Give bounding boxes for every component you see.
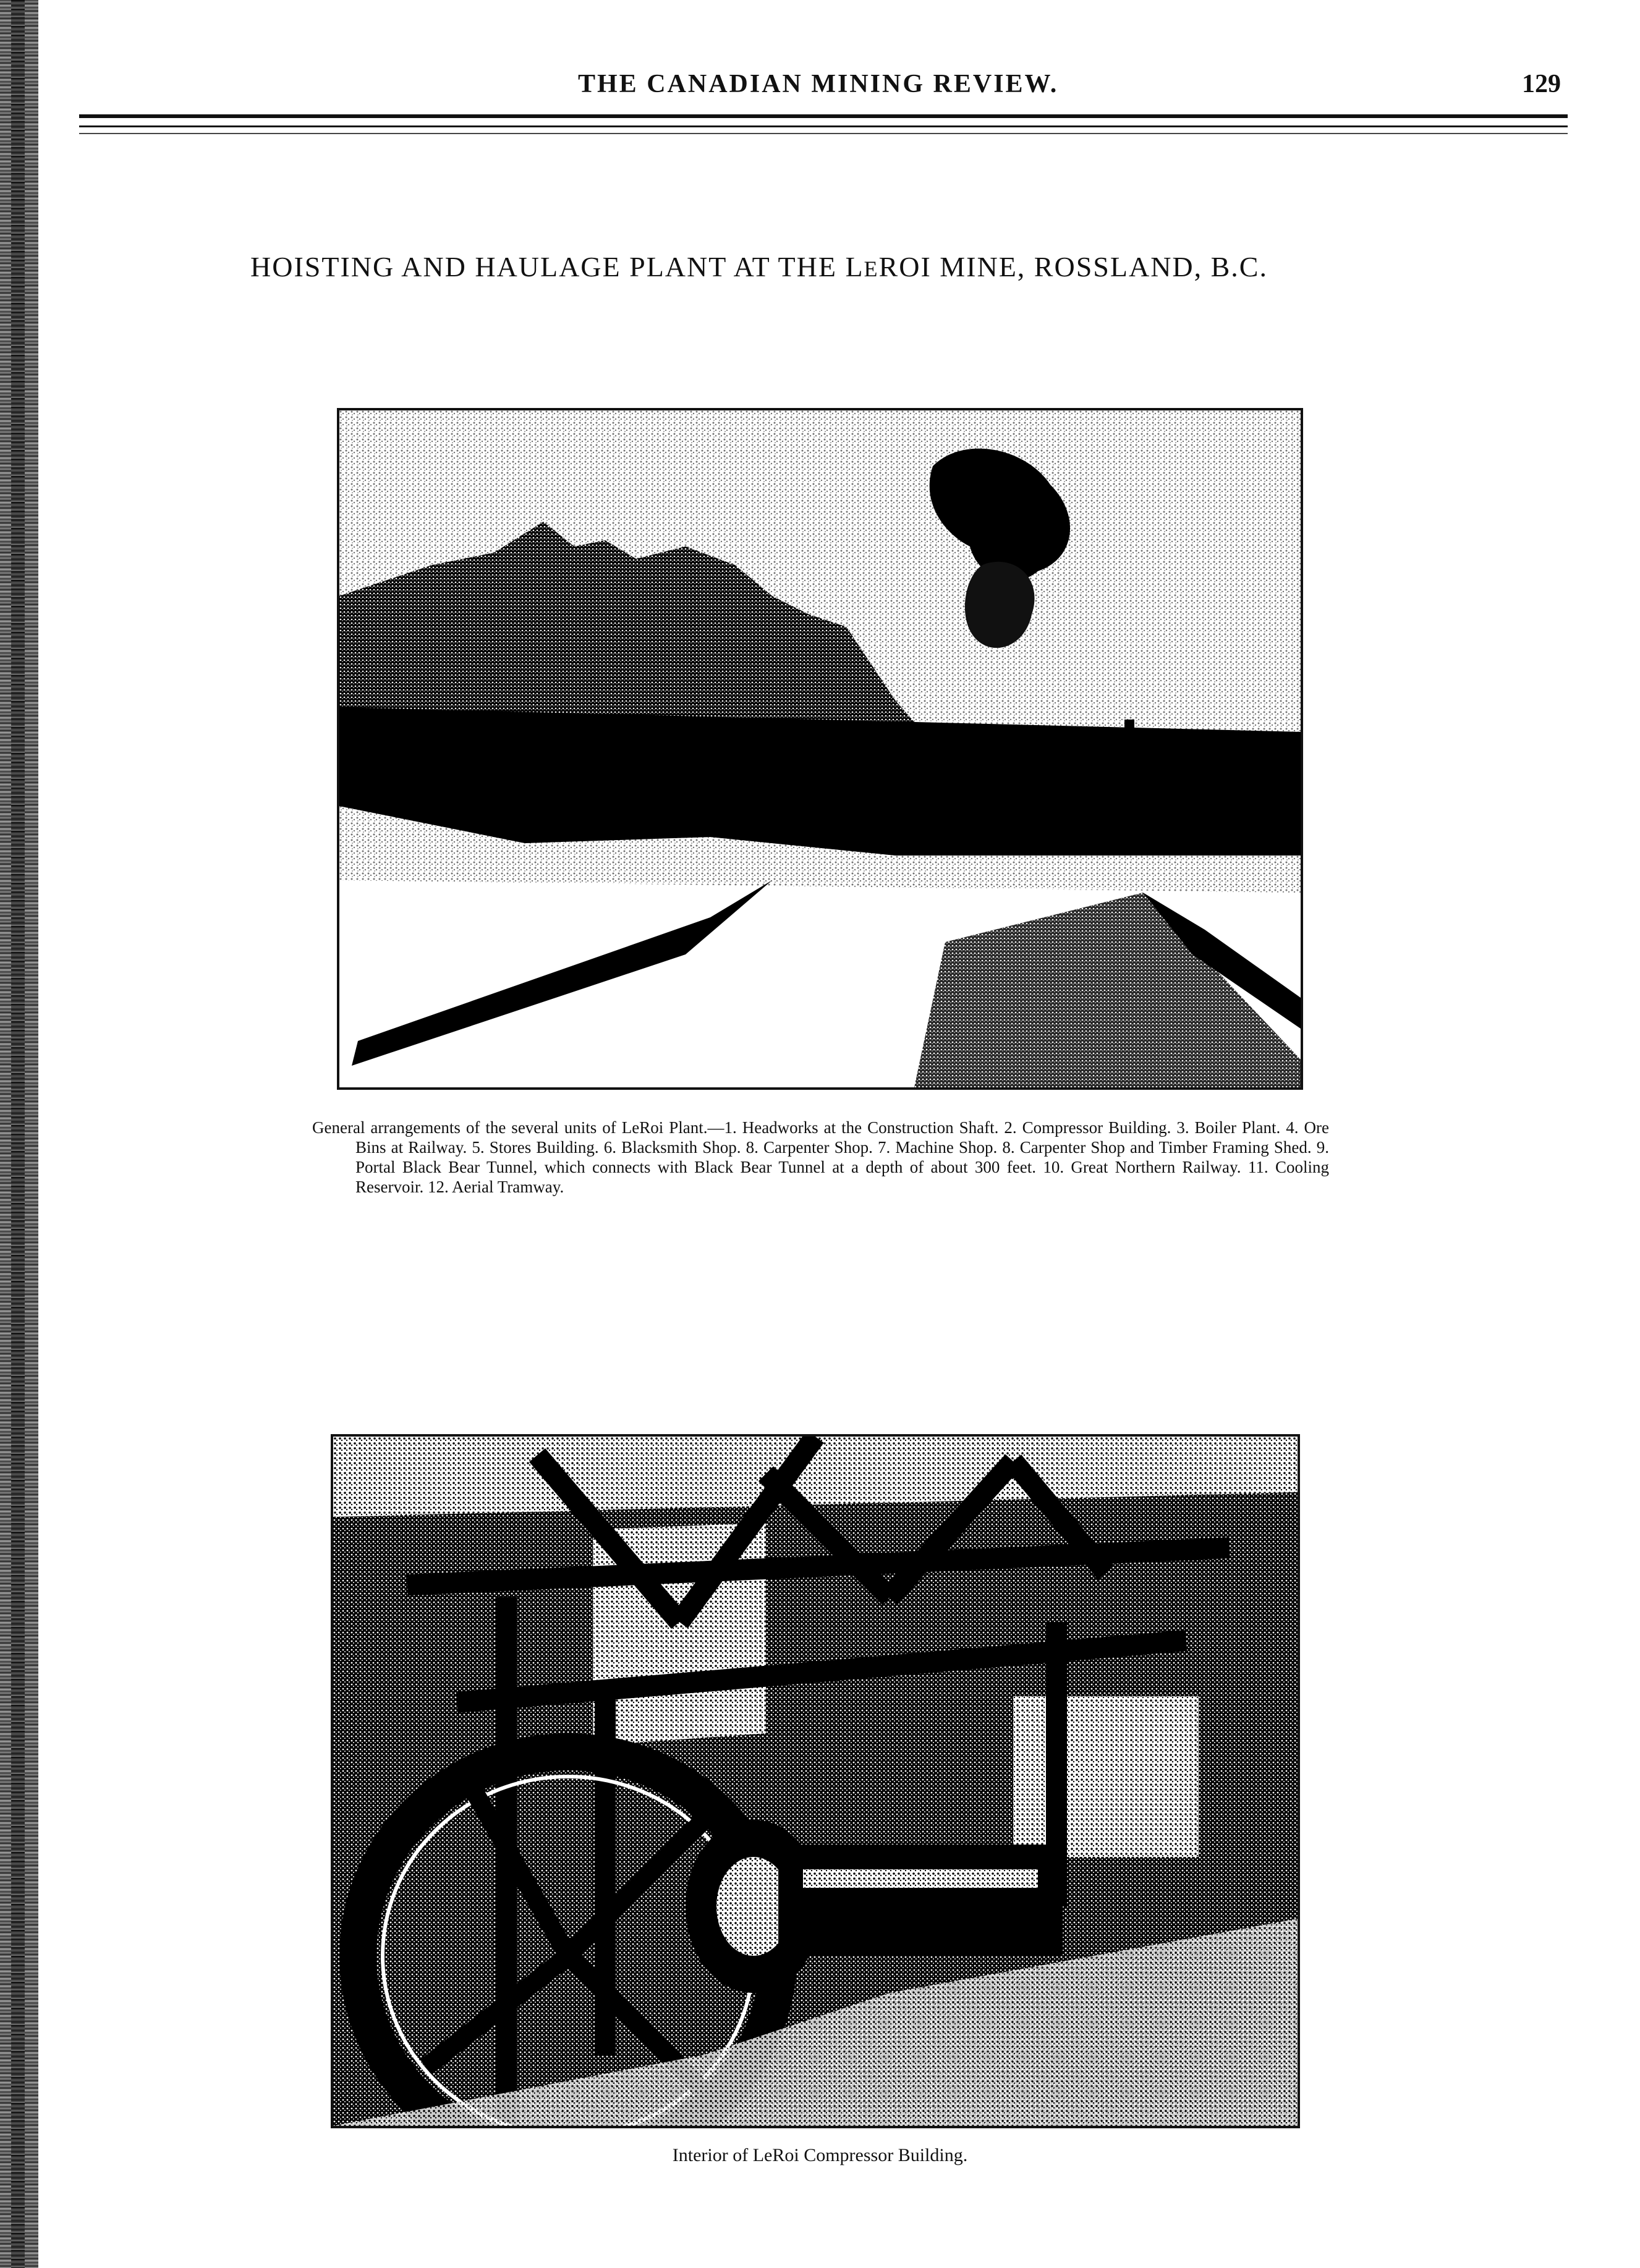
header-rule bbox=[79, 125, 1568, 127]
compressor-interior-photo bbox=[331, 1434, 1300, 2128]
header-rule bbox=[79, 133, 1568, 134]
caption-text: General arrangements of the several units of LeRoi Plant.—1. Headworks at the Construction Shaft. 2. Compressor Building. 3. Boiler Plant. 4. Ore Bins at Railway. 5. Stores Building. 6. Blacksmith Shop. 8. Carpenter Shop. 7. Machine Shop. 8. Carpenter Shop and Timber Framing Shed. 9. Portal Black Bear Tunnel, which connects with Black Bear Tunnel at a depth of about 300 feet. 10. Great Northern Railway. 11. Cooling Reservoir. 12. Aerial Tramway. bbox=[312, 1118, 1329, 1196]
plant-exterior-photo bbox=[337, 408, 1303, 1090]
figure-caption: Interior of LeRoi Compressor Building. bbox=[672, 2145, 968, 2165]
header-rule bbox=[79, 114, 1568, 118]
running-title: THE CANADIAN MINING REVIEW. bbox=[578, 70, 1059, 98]
figure-caption bbox=[312, 1118, 1329, 1197]
article-title-part: HOISTING AND HAULAGE PLANT AT THE L bbox=[250, 251, 864, 282]
article-title bbox=[250, 250, 1268, 283]
article-title-part: E bbox=[864, 257, 879, 281]
article-title-part: ROI MINE, ROSSLAND, B.C. bbox=[878, 251, 1268, 282]
page-binding-edge bbox=[0, 0, 38, 2268]
page-number: 129 bbox=[1522, 70, 1561, 98]
